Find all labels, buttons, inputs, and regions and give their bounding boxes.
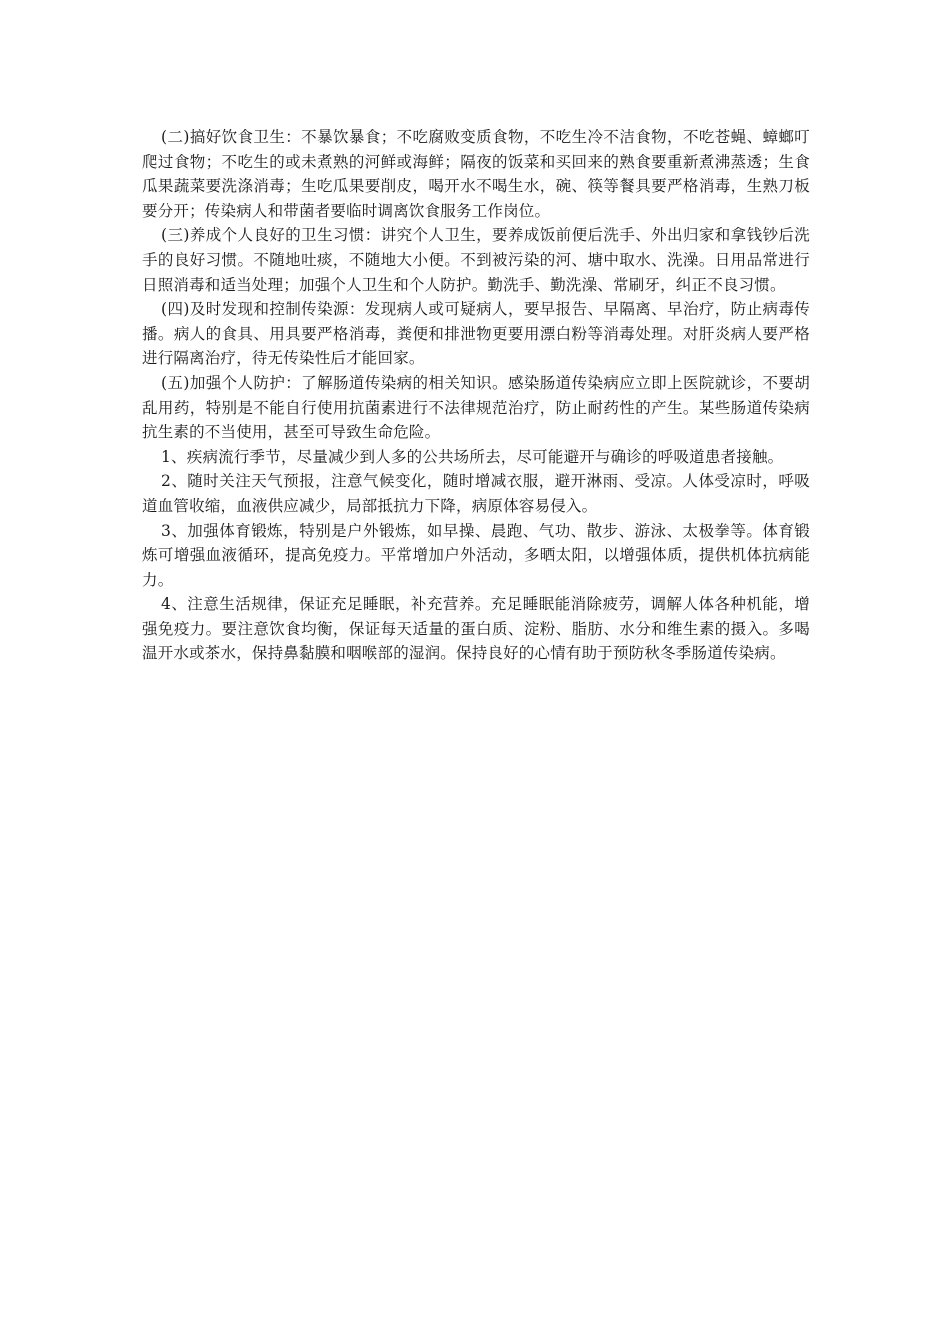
paragraph-food-hygiene: (二)搞好饮食卫生：不暴饮暴食；不吃腐败变质食物，不吃生冷不洁食物，不吃苍蝇、蟑螂叮爬过食物；不吃生的或未煮熟的河鲜或海鲜；隔夜的饭菜和买回来的熟食要重新煮沸蒸透；生食瓜果蔬菜要洗涤消毒；生吃瓜果要削皮，喝开水不喝生水，碗、筷等餐具要严格消毒，生熟刀板要分开；传染病人和带菌者要临时调离饮食服务工作岗位。 [142,128,810,220]
paragraph-personal-protection: (五)加强个人防护：了解肠道传染病的相关知识。感染肠道传染病应立即上医院就诊，不要胡乱用药，特别是不能自行使用抗菌素进行不法律规范治疗，防止耐药性的产生。某些肠道传染病抗生素的不当使用，甚至可导致生命危险。 [142,373,810,442]
document-page [142,125,810,666]
paragraph-personal-habits: (三)养成个人良好的卫生习惯：讲究个人卫生，要养成饭前便后洗手、外出归家和拿钱钞后洗手的良好习惯。不随地吐痰，不随地大小便。不到被污染的河、塘中取水、洗澡。日用品常进行日照消毒和适当处理；加强个人卫生和个人防护。勤洗手、勤洗澡、常刷牙，纠正不良习惯。 [142,226,810,294]
paragraph-item-1: 1、疾病流行季节，尽量减少到人多的公共场所去，尽可能避开与确诊的呼吸道患者接触。 [161,447,784,466]
paragraph-infection-source: (四)及时发现和控制传染源：发现病人或可疑病人，要早报告、早隔离、早治疗，防止病毒传播。病人的食具、用具要严格消毒，粪便和排泄物更要用漂白粉等消毒处理。对肝炎病人要严格进行隔离治疗，待无传染性后才能回家。 [142,300,810,368]
paragraph-item-3: 3、加强体育锻炼，特别是户外锻炼，如早操、晨跑、气功、散步、游泳、太极拳等。体育锻炼可增强血液循环，提高免疫力。平常增加户外活动，多晒太阳，以增强体质，提供机体抗病能力。 [142,521,810,589]
paragraph-item-2: 2、随时关注天气预报，注意气候变化，随时增减衣服，避开淋雨、受凉。人体受凉时，呼吸道血管收缩，血液供应减少，局部抵抗力下降，病原体容易侵入。 [142,472,810,515]
paragraph-item-4: 4、注意生活规律，保证充足睡眠，补充营养。充足睡眠能消除疲劳，调解人体各种机能，增强免疫力。要注意饮食均衡，保证每天适量的蛋白质、淀粉、脂肪、水分和维生素的摄入。多喝温开水或茶水，保持鼻黏膜和咽喉部的湿润。保持良好的心情有助于预防秋冬季肠道传染病。 [142,595,810,663]
